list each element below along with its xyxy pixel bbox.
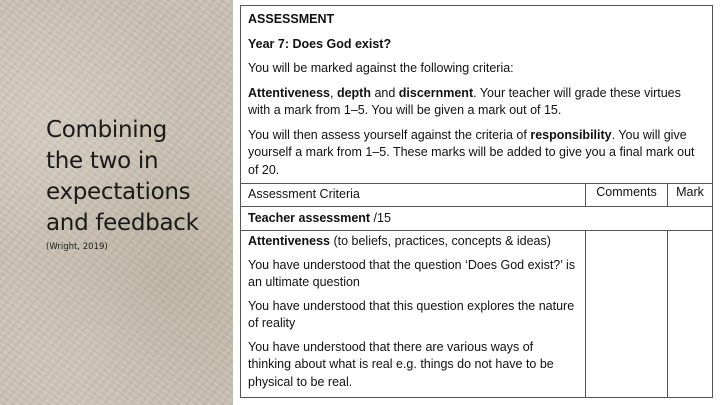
header-assessment-criteria: Assessment Criteria: [241, 184, 586, 207]
attentiveness-row: [241, 231, 713, 398]
attentiveness-cell: [241, 231, 586, 398]
self-assessment-paragraph: [248, 127, 705, 180]
title-line-3: expectations: [46, 179, 191, 205]
self-para-before: You will then assess yourself against the criteria of: [248, 127, 531, 142]
mark-cell[interactable]: [668, 231, 713, 398]
separator: and: [370, 85, 399, 100]
comments-cell[interactable]: [586, 231, 668, 398]
assessment-subheading: Year 7: Does God exist?: [248, 36, 392, 51]
left-panel: [0, 0, 233, 405]
intro-cell: [241, 6, 713, 184]
attentiveness-title-bold: Attentiveness: [248, 234, 330, 248]
assessment-table: [240, 5, 713, 398]
teacher-assessment-score: /15: [370, 210, 391, 225]
header-comments: Comments: [586, 184, 668, 207]
virtue-depth: depth: [336, 85, 371, 100]
slide-title: [46, 115, 231, 239]
attentiveness-point-3: You have understood that there are various ways of thinking about what is real e.g. things do not have to be physical to be real.: [248, 339, 554, 389]
marked-against-line: You will be marked against the following criteria:: [248, 61, 514, 75]
self-para-after: . You will give yourself a mark from 1–5. These marks will be added to give you a final mark out of 20.: [248, 127, 695, 177]
header-mark: Mark: [668, 184, 713, 207]
citation: (Wright, 2019): [46, 242, 108, 252]
separator: ,: [329, 85, 337, 100]
assessment-heading: ASSESSMENT: [248, 12, 335, 26]
virtue-attentiveness: Attentiveness: [248, 85, 330, 100]
criteria-header-row: [241, 184, 713, 207]
title-line-1: Combining: [46, 117, 167, 143]
attentiveness-point-2: You have understood that this question explores the nature of reality: [248, 298, 575, 330]
title-line-2: the two in: [46, 148, 159, 174]
assessment-document: [240, 5, 712, 398]
intro-row: [241, 6, 713, 184]
attentiveness-title: [248, 233, 578, 251]
teacher-assessment-label: Teacher assessment: [248, 210, 371, 225]
teacher-assessment-row: [241, 206, 713, 231]
attentiveness-title-rest: (to beliefs, practices, concepts & ideas): [329, 234, 551, 248]
virtue-discernment: discernment: [398, 85, 474, 100]
virtue-responsibility: responsibility: [530, 127, 612, 142]
criteria-paragraph: [248, 85, 705, 120]
title-line-4: and feedback: [46, 210, 199, 236]
criteria-paragraph-rest: . Your teacher will grade these virtues with a mark from 1–5. You will be given a mark out of 15.: [248, 85, 681, 117]
attentiveness-point-1: You have understood that the question ‘Does God exist?’ is an ultimate question: [248, 257, 576, 289]
teacher-assessment-cell: [241, 206, 713, 231]
